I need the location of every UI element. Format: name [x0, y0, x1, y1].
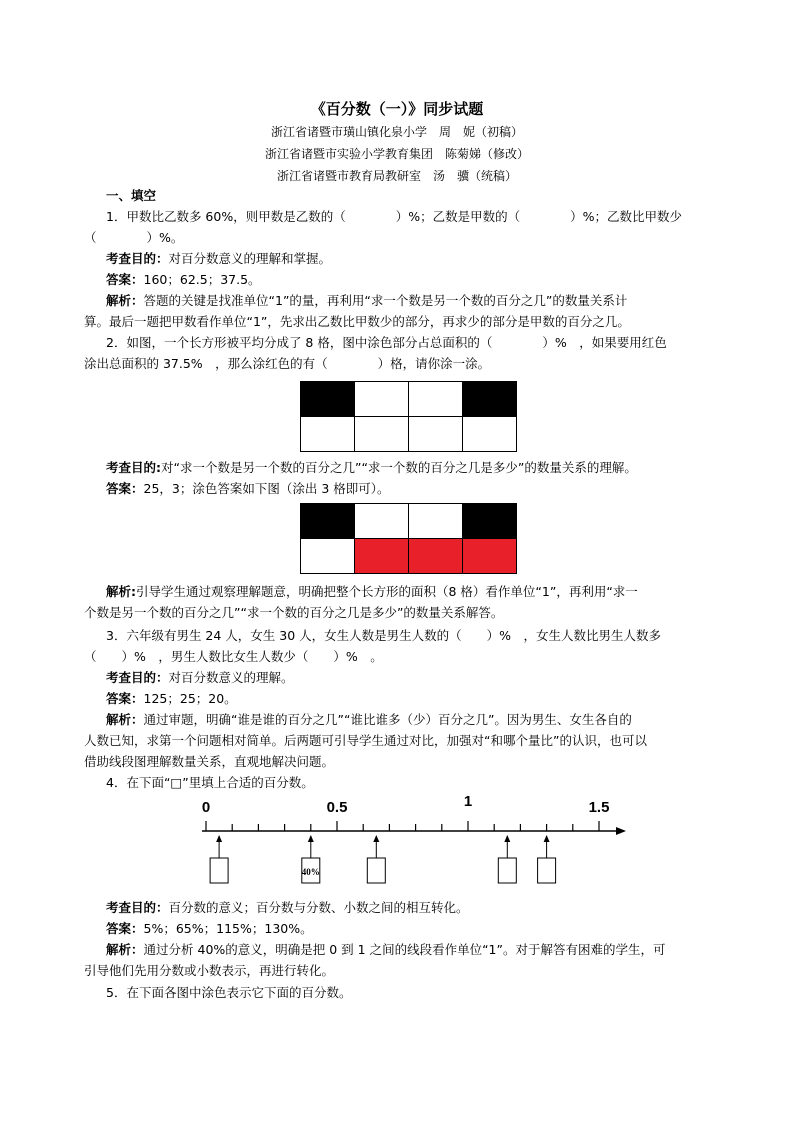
grid-cell-red — [355, 539, 409, 574]
q2-analysis — [106, 582, 638, 602]
q3-aim — [106, 668, 294, 688]
analysis-text: 引导学生通过观察理解题意，明确把整个长方形的面积（8 格）看作单位“1”，再利用“求一 — [136, 584, 638, 599]
example-value: 40% — [301, 867, 320, 877]
author-line: 浙江省诸暨市璜山镇化泉小学 周 妮（初稿） — [270, 125, 523, 139]
q1-answer — [106, 270, 261, 290]
q1-text: 1．甲数比乙数多 60%，则甲数是乙数的（ ）%；乙数是甲数的（ ）%；乙数比甲数少 — [106, 209, 682, 224]
grid-cell-white — [301, 539, 355, 574]
aim-label: 考查目的： — [106, 670, 169, 685]
q1-analysis: 算。最后一题把甲数看作单位“1”，先求出乙数比甲数少的部分，再求少的部分是甲数的百分之几。 — [84, 314, 630, 329]
author-line: 浙江省诸暨市实验小学教育集团 陈菊娣（修改） — [264, 147, 529, 161]
aim-text: 百分数的意义；百分数与分数、小数之间的相互转化。 — [168, 900, 469, 915]
aim-text: 对百分数意义的理解和掌握。 — [168, 251, 332, 266]
grid-cell-black — [301, 382, 355, 417]
aim-text: 对百分数意义的理解。 — [168, 670, 294, 685]
q4-text: 4．在下面“□”里填上合适的百分数。 — [106, 775, 314, 790]
q4-analysis — [106, 940, 665, 960]
author-line: 浙江省诸暨市教育局教研室 汤 骥（统稿） — [276, 169, 517, 183]
answer-label: 答案： — [106, 691, 144, 706]
grid-cell-white — [409, 504, 463, 539]
rectangle-grid — [300, 381, 517, 452]
axis-label: 1 — [463, 793, 473, 810]
grid-cell-black — [463, 382, 517, 417]
q3-text: 3．六年级有男生 24 人，女生 30 人，女生人数是男生人数的（ ）% ，女生人数比男生人数多 — [106, 628, 662, 643]
answer-grid — [300, 503, 517, 574]
answer-box[interactable] — [210, 858, 228, 883]
axis-label: 0.5 — [326, 799, 348, 816]
page-title: 《百分数（一）》同步试题 — [310, 100, 484, 118]
pointer-arrowhead — [308, 835, 314, 842]
axis-arrow — [616, 827, 626, 835]
analysis-label: 解析： — [106, 942, 144, 957]
q2-text: 涂出总面积的 37.5% ，那么涂红色的有（ ）格，请你涂一涂。 — [84, 356, 491, 371]
q3-analysis: 借助线段图理解数量关系，直观地解决问题。 — [84, 754, 335, 769]
aim-label: 考查目的： — [106, 251, 169, 266]
answer-text: 5%；65%；115%；130%。 — [143, 921, 313, 936]
aim-text: 对“求一个数是另一个数的百分之几”“求一个数的百分之几是多少”的数量关系的理解。 — [161, 460, 637, 475]
grid-cell-white — [409, 417, 463, 452]
answer-label: 答案： — [106, 921, 144, 936]
grid-cell-red — [463, 539, 517, 574]
answer-label: 答案： — [106, 272, 144, 287]
analysis-text: 通过审题，明确“谁是谁的百分之几”“谁比谁多（少）百分之几”。因为男生、女生各自的 — [143, 712, 632, 727]
pointer-arrowhead — [504, 835, 510, 842]
grid-cell-black — [301, 504, 355, 539]
q3-analysis — [106, 710, 632, 730]
q3-answer — [106, 689, 237, 709]
answer-box[interactable] — [498, 858, 516, 883]
q1-aim — [106, 249, 331, 269]
grid-cell-white — [355, 417, 409, 452]
axis-label: 1.5 — [588, 799, 610, 816]
q4-answer — [106, 919, 313, 939]
q5-text: 5．在下面各图中涂色表示它下面的百分数。 — [106, 985, 352, 1000]
grid-cell-white — [355, 504, 409, 539]
pointer-arrowhead — [216, 835, 222, 842]
grid-cell-white — [463, 417, 517, 452]
q1-analysis — [106, 291, 627, 311]
q1-text: （ ）%。 — [84, 230, 184, 245]
answer-text: 160；62.5；37.5。 — [143, 272, 261, 287]
aim-label: 考查目的： — [106, 900, 169, 915]
q2-text: 2．如图，一个长方形被平均分成了 8 格，图中涂色部分占总面积的（ ）% ，如果要用红色 — [106, 335, 667, 350]
answer-box[interactable] — [367, 858, 385, 883]
axis-label: 0 — [201, 799, 211, 816]
q2-analysis: 个数是另一个数的百分之几”“求一个数的百分之几是多少”的数量关系解答。 — [84, 605, 504, 620]
analysis-text: 答题的关键是找准单位“1”的量，再利用“求一个数是另一个数的百分之几”的数量关系计 — [143, 293, 628, 308]
grid-cell-white — [409, 382, 463, 417]
aim-label: 考查目的: — [106, 460, 161, 475]
q4-aim — [106, 898, 469, 918]
analysis-label: 解析： — [106, 712, 144, 727]
answer-label: 答案： — [106, 481, 144, 496]
answer-text: 125；25；20。 — [143, 691, 237, 706]
grid-cell-red — [409, 539, 463, 574]
q3-analysis: 人数已知，求第一个问题相对简单。后两题可引导学生通过对比，加强对“和哪个量比”的认识，也可以 — [84, 733, 647, 748]
q2-aim — [106, 458, 637, 478]
grid-cell-white — [355, 382, 409, 417]
analysis-text: 通过分析 40%的意义，明确是把 0 到 1 之间的线段看作单位“1”。对于解答有困难的学生，可 — [143, 942, 666, 957]
section-heading: 一、填空 — [106, 188, 157, 203]
answer-box[interactable] — [538, 858, 556, 883]
pointer-arrowhead — [544, 835, 550, 842]
q2-answer — [106, 479, 390, 499]
grid-cell-white — [301, 417, 355, 452]
number-line — [190, 790, 640, 895]
q4-analysis: 引导他们先用分数或小数表示，再进行转化。 — [84, 963, 335, 978]
q3-text: （ ）% ，男生人数比女生人数少（ ）% 。 — [84, 649, 383, 664]
grid-cell-black — [463, 504, 517, 539]
pointer-arrowhead — [373, 835, 379, 842]
analysis-label: 解析： — [106, 293, 144, 308]
answer-text: 25，3；涂色答案如下图（涂出 3 格即可）。 — [143, 481, 390, 496]
analysis-label: 解析: — [106, 584, 136, 599]
